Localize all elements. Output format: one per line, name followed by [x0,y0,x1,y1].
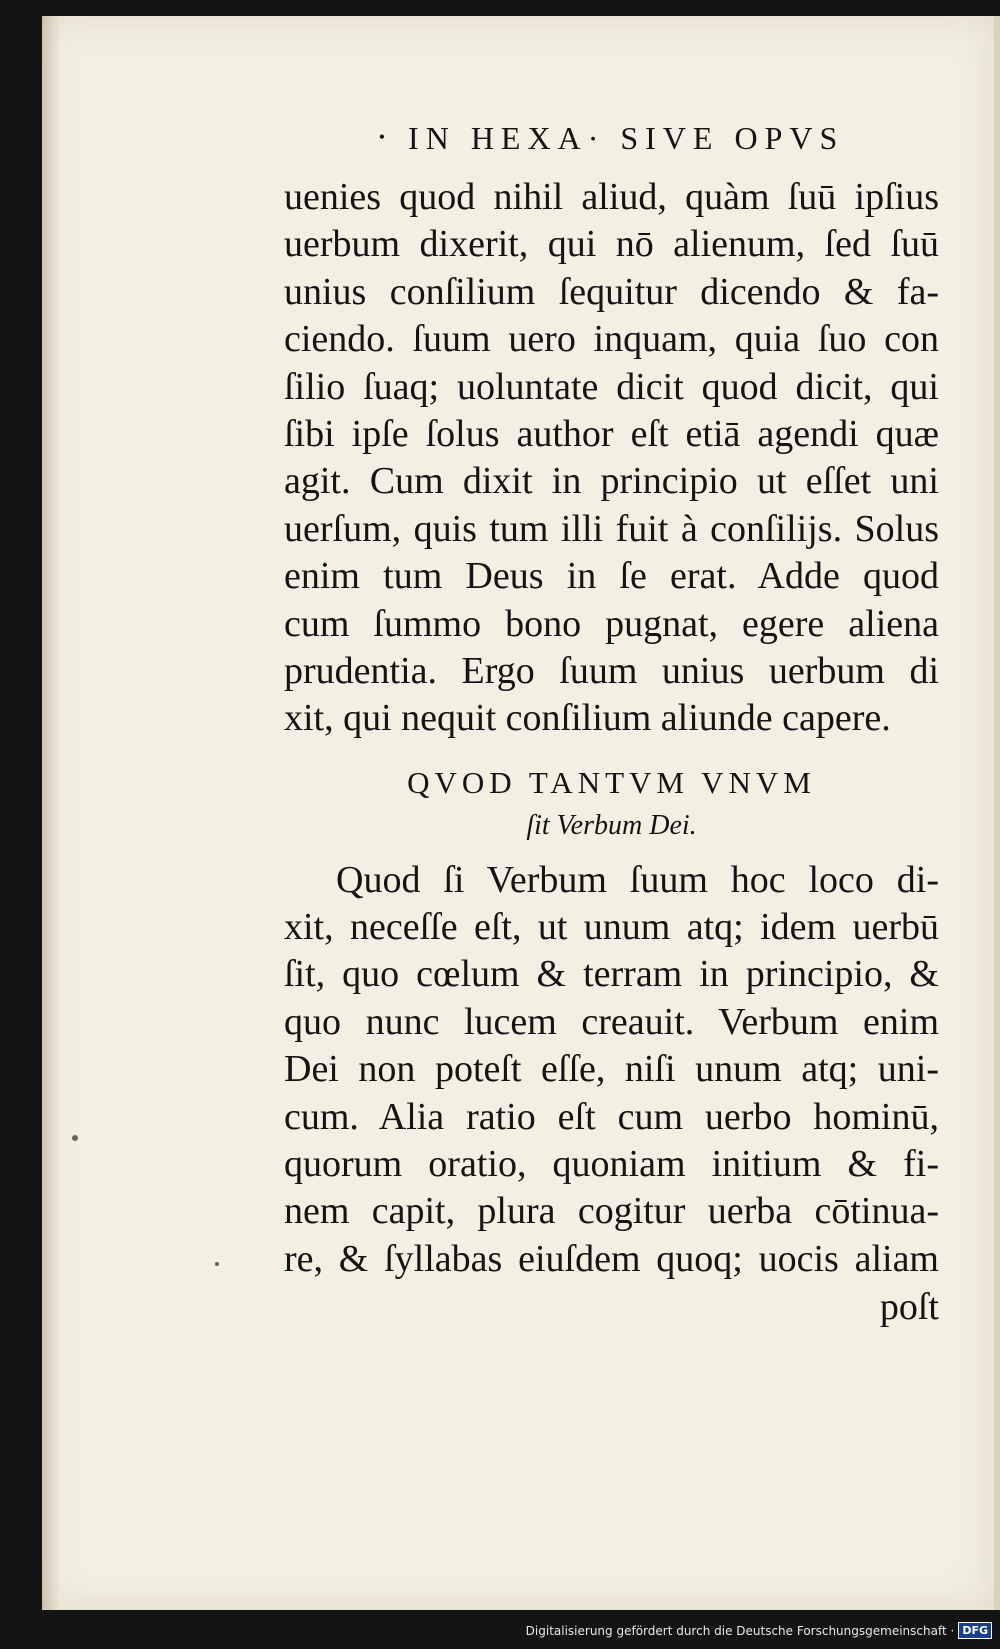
section-heading: QVOD TANTVM VNVM [407,764,816,800]
text-line: ſilio ſuaq; uoluntate dicit quod dicit, qui [284,365,939,408]
text-line: ſibi ipſe ſolus author eſt etiā agendi quæ [284,412,939,455]
text-line: quo nunc lucem creauit. Verbum enim [284,1000,939,1043]
text-line: uenies quod nihil aliud, quàm ſuū ipſius [284,176,939,218]
text-line: xit, qui nequit conſilium aliunde capere. [284,697,891,740]
paragraph-1 [284,174,939,743]
dfg-logo: DFG [958,1622,992,1639]
footer-credit [526,1622,992,1639]
text-line: uerbum dixerit, qui nō alienum, ſed ſuū [284,223,939,266]
ornament-dot-icon: • [378,127,393,147]
text-line: unius conſilium ſequitur dicendo & fa- [284,270,939,313]
text-line: agit. Cum dixit in principio ut eſſet uni [284,460,939,503]
footer-text: Digitalisierung gefördert durch die Deutsche Forschungsgemeinschaft · [525,1623,955,1638]
text-line: prudentia. Ergo ſuum unius uerbum di [284,649,939,692]
text-line: nem capit, plura cogitur uerba cōtinua- [284,1190,939,1233]
catchword: poſt [879,1286,939,1329]
text-line: Dei non poteſt eſſe, niſi unum atq; uni- [284,1048,939,1091]
text-line: quorum oratio, quoniam initium & fi- [284,1143,939,1186]
ink-smudge [215,1262,219,1266]
text-line: cum ſummo bono pugnat, egere aliena [284,602,939,645]
ink-smudge [72,1135,78,1141]
spine-shadow [42,16,60,1610]
running-head-text: IN HEXA· SIVE OPVS [408,120,845,156]
running-head [284,116,939,160]
text-line: re, & ſyllabas eiuſdem quoq; uocis aliam [284,1237,939,1280]
paragraph-2 [284,857,939,1284]
section-subheading: ſit Verbum Dei. [526,809,697,841]
text-block [284,116,939,1331]
text-line: cum. Alia ratio eſt cum uerbo hominū, [284,1095,939,1138]
text-line: ſit, quo cœlum & terram in principio, & [284,953,939,996]
text-line: xit, neceſſe eſt, ut unum atq; idem uerbū [284,906,939,949]
text-line: enim tum Deus in ſe erat. Adde quod [284,555,939,598]
text-line: uerſum, quis tum illi fuit à conſilijs. Solus [284,507,939,550]
text-line: ciendo. ſuum uero inquam, quia ſuo con [284,318,939,361]
text-line: Quod ſi Verbum ſuum hoc loco di- [336,858,939,901]
